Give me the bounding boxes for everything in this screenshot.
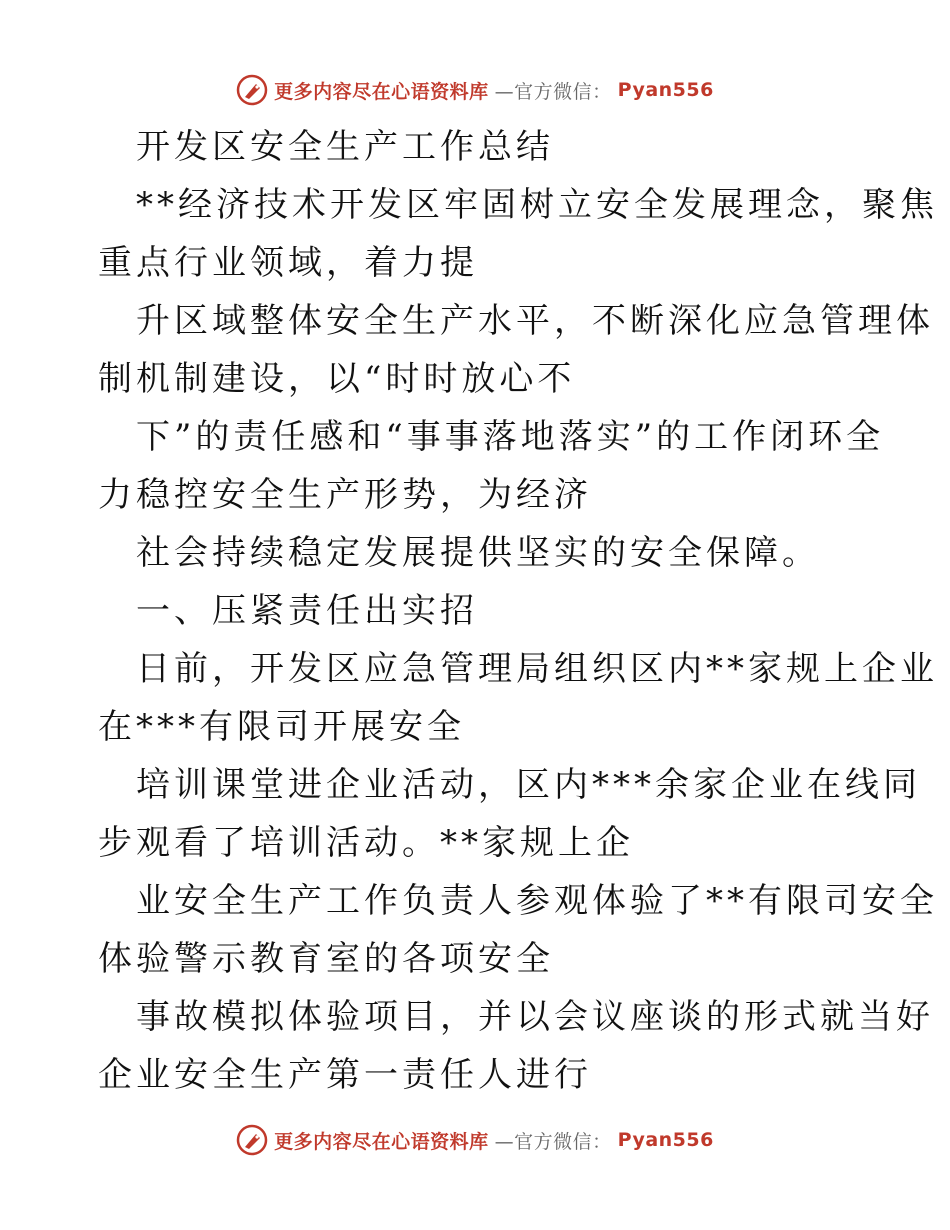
paragraph-line: 业安全生产工作负责人参观体验了**有限司安全 — [136, 881, 938, 921]
document-body — [98, 118, 938, 1104]
paragraph-line: 下”的责任感和“事事落地落实”的工作闭环全 — [136, 417, 885, 457]
footer-wechat-id: Pyan556 — [617, 1129, 714, 1151]
footer-separator-text: —官方微信： — [494, 1130, 612, 1153]
pen-nib-logo-icon — [236, 1124, 268, 1156]
section-heading: 一、压紧责任出实招 — [136, 591, 478, 631]
paragraph-line: 步观看了培训活动。**家规上企 — [98, 823, 634, 863]
paragraph-line: 重点行业领域，着力提 — [98, 243, 478, 283]
header-brand-text: 更多内容尽在心语资料库 — [274, 80, 489, 103]
header-banner — [0, 70, 950, 110]
paragraph-line: 升区域整体安全生产水平，不断深化应急管理体 — [136, 301, 934, 341]
paragraph-line: 事故模拟体验项目，并以会议座谈的形式就当好 — [136, 997, 934, 1037]
header-wechat-id: Pyan556 — [617, 79, 714, 101]
document-title: 开发区安全生产工作总结 — [136, 127, 554, 167]
paragraph-line: 社会持续稳定发展提供坚实的安全保障。 — [136, 533, 820, 573]
header-separator-text: —官方微信： — [494, 80, 612, 103]
pen-nib-logo-icon — [236, 74, 268, 106]
paragraph-line: 力稳控安全生产形势，为经济 — [98, 475, 592, 515]
paragraph-line: 在***有限司开展安全 — [98, 707, 465, 747]
paragraph-line: 企业安全生产第一责任人进行 — [98, 1055, 592, 1095]
footer-brand-text: 更多内容尽在心语资料库 — [274, 1130, 489, 1153]
paragraph-line: 体验警示教育室的各项安全 — [98, 939, 554, 979]
paragraph-line: 培训课堂进企业活动，区内***余家企业在线同 — [136, 765, 921, 805]
footer-banner — [0, 1120, 950, 1160]
paragraph-line: **经济技术开发区牢固树立安全发展理念，聚焦 — [136, 185, 938, 225]
paragraph-line: 制机制建设，以“时时放心不 — [98, 359, 576, 399]
paragraph-line: 日前，开发区应急管理局组织区内**家规上企业 — [136, 649, 938, 689]
